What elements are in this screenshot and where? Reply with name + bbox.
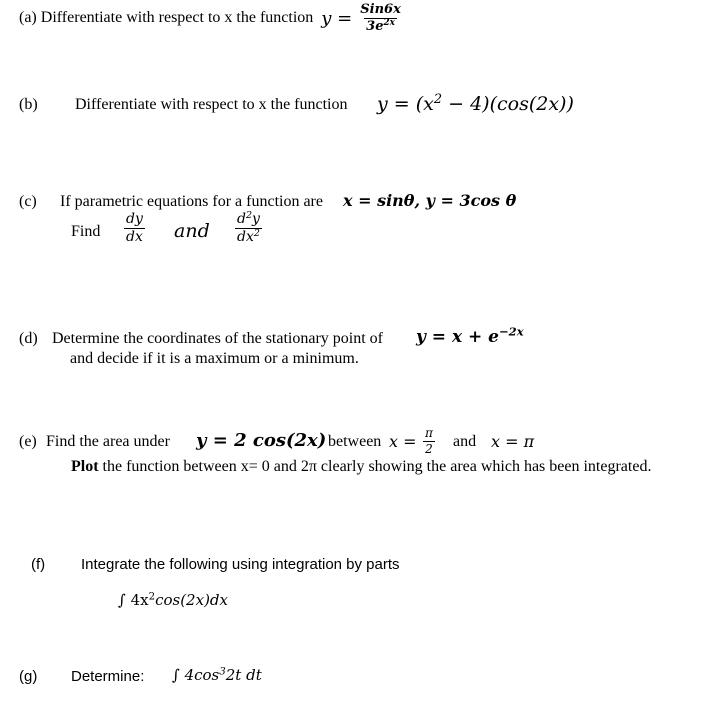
question-e-label: (e) [19, 433, 37, 450]
question-e-and: and [453, 433, 477, 450]
question-c-and: and [174, 220, 210, 242]
question-d-line2: and decide if it is a maximum or a minimum. [70, 350, 359, 367]
question-g-integral: ∫ $4\cos^32t$ dt [172, 666, 262, 684]
question-a-label: (a) [19, 9, 37, 26]
question-e-x-pi: x = π [491, 432, 535, 451]
question-c-find: Find [71, 223, 101, 240]
question-c-text: If parametric equations for a function are [60, 193, 323, 210]
question-f-label: (f) [31, 556, 46, 573]
question-e-text: Find the area under [46, 433, 170, 450]
question-d-equation: $y = x + e^{-2x}$ [416, 324, 524, 347]
question-d-text: Determine the coordinates of the stationary point of [52, 330, 384, 347]
question-e-between: between [328, 433, 382, 450]
question-e-plot: Plot [71, 458, 99, 475]
question-c-fraction-dy-dx: $\frac{dy}{dx}$ [126, 211, 143, 245]
question-g-label: (g) [19, 668, 38, 685]
question-b-equation: $y = (x^2 - 4)(\cos(2x))$ [377, 91, 574, 115]
question-e-line2: Plot the function between x= 0 and 2π clearly showing the area which has been integrated. [71, 458, 652, 475]
question-c-label: (c) [19, 193, 37, 210]
question-g-text: Determine: [71, 668, 145, 685]
question-a-text: Differentiate with respect to x the function [40, 9, 314, 26]
question-b-text: Differentiate with respect to x the function [75, 96, 348, 113]
question-a-numerator: Sin6x [360, 1, 401, 17]
question-c-fraction-d2y-dx2: $\frac{d^2y}{dx^2}$ [237, 209, 260, 245]
question-f-text: Integrate the following using integration by parts [81, 556, 400, 573]
question-d-label: (d) [19, 330, 38, 347]
question-f-integral: ∫ $4x^2\cos(2x)dx$ [118, 591, 228, 609]
question-e-pi-over-2: $\frac{\pi}{2}$ [425, 426, 433, 456]
question-b-label: (b) [19, 96, 38, 113]
question-c-equation: x = sinθ, y = 3cos θ [343, 191, 517, 210]
question-e-x-equals: x = [389, 432, 417, 451]
question-e-equation: y = 2 cos(2x) [196, 430, 327, 451]
question-a [19, 1, 403, 34]
question-a-lhs: y = [321, 7, 353, 29]
question-a-fraction [358, 3, 403, 33]
question-a-denominator: $3e^{2x}$ [366, 17, 395, 34]
